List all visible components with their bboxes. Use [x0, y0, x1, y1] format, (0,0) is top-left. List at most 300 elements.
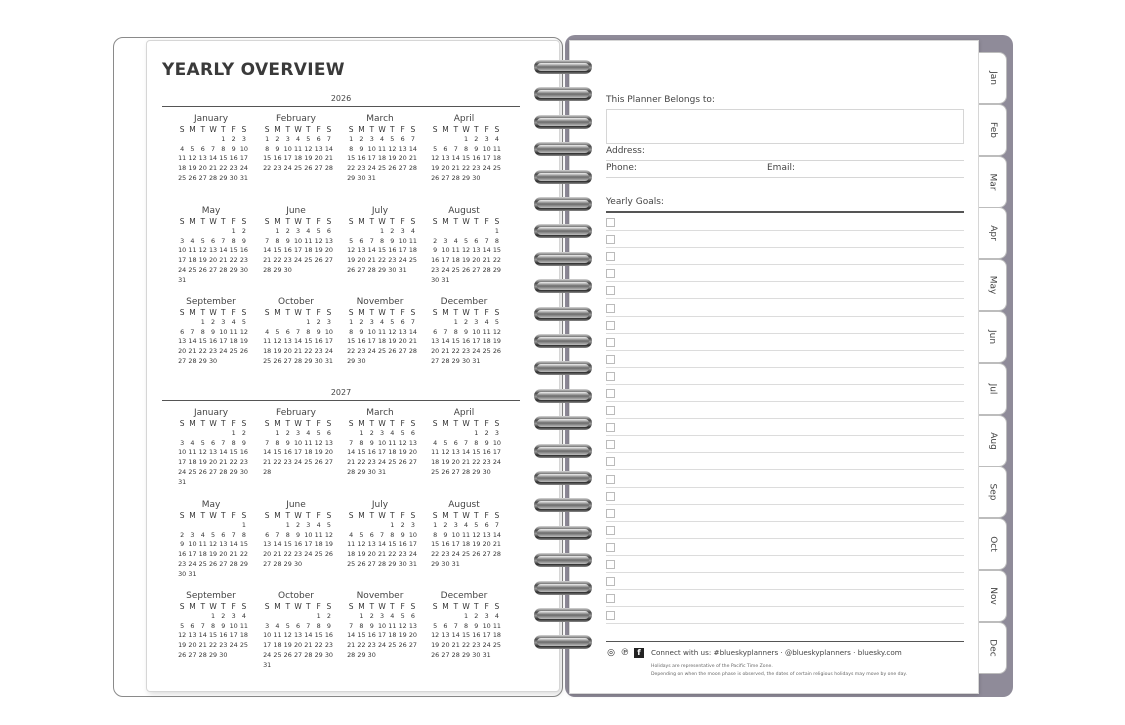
pinterest-icon[interactable]: ℗ [620, 648, 630, 658]
goal-row[interactable] [606, 607, 964, 624]
spiral-coil [534, 142, 592, 156]
month-grid [430, 308, 502, 367]
weekday-header: F [484, 217, 489, 226]
day-cell: 15 [461, 631, 471, 640]
empty-cell [177, 227, 187, 237]
weekday-header: S [179, 511, 185, 520]
weekday-header: M [189, 602, 196, 611]
empty-cell [346, 612, 356, 622]
weekday-header: T [369, 511, 375, 520]
day-cell: 25 [178, 173, 187, 182]
day-cell: 2 [316, 317, 321, 326]
goal-row[interactable] [606, 471, 964, 488]
day-cell: 11 [482, 327, 491, 336]
goal-row[interactable] [606, 573, 964, 590]
spiral-coil [534, 635, 592, 649]
day-cell: 6 [211, 438, 216, 447]
day-cell: 16 [273, 154, 282, 163]
day-cell: 4 [484, 317, 489, 326]
weekday-header: T [306, 511, 311, 520]
day-cell: 23 [293, 550, 303, 559]
day-cell: 19 [198, 458, 207, 467]
day-cell: 24 [472, 347, 481, 356]
day-cell: 20 [451, 458, 460, 467]
weekday-header: F [400, 511, 405, 520]
weekday-header: S [432, 125, 438, 134]
weekday-header: T [453, 217, 459, 226]
day-cell: 6 [296, 621, 301, 630]
day-cell: 27 [188, 650, 197, 659]
goal-checkbox[interactable] [606, 509, 615, 518]
day-cell: 16 [482, 448, 491, 457]
day-cell: 9 [464, 327, 469, 336]
day-cell: 30 [472, 650, 481, 659]
day-cell: 29 [347, 173, 356, 182]
goal-row[interactable] [606, 522, 964, 539]
day-cell: 7 [275, 530, 280, 539]
day-cell: 14 [347, 448, 356, 457]
tab-feb[interactable] [979, 104, 1007, 156]
day-cell: 5 [190, 144, 195, 153]
day-cell: 15 [451, 337, 460, 346]
day-cell: 17 [229, 631, 238, 640]
goal-row[interactable] [606, 231, 964, 248]
goal-row[interactable] [606, 317, 964, 334]
day-cell: 16 [472, 154, 481, 163]
weekday-header: S [264, 511, 270, 520]
day-cell: 28 [219, 265, 228, 274]
tab-sep[interactable] [979, 466, 1007, 518]
tab-label: Jun [987, 329, 998, 345]
day-cell: 19 [441, 458, 450, 467]
day-cell: 12 [283, 631, 292, 640]
goal-row[interactable] [606, 368, 964, 385]
day-cell: 7 [380, 530, 385, 539]
day-cell: 7 [349, 438, 354, 447]
month-name: November [356, 591, 404, 601]
weekday-header: T [306, 217, 311, 226]
day-cell: 8 [453, 327, 458, 336]
tab-jul[interactable] [979, 363, 1007, 415]
empty-cell [177, 318, 187, 328]
day-cell: 7 [211, 144, 216, 153]
weekday-header: M [442, 602, 449, 611]
weekday-header: W [294, 602, 302, 611]
goal-row[interactable] [606, 539, 964, 556]
day-cell: 19 [398, 448, 407, 457]
day-cell: 25 [304, 458, 313, 467]
day-cell: 21 [219, 458, 228, 467]
day-cell: 14 [208, 154, 218, 163]
month-grid [262, 511, 334, 570]
day-cell: 6 [443, 621, 448, 630]
day-cell: 18 [388, 448, 397, 457]
day-cell: 27 [451, 467, 460, 476]
day-cell: 31 [451, 559, 460, 568]
day-cell: 29 [283, 559, 292, 568]
goal-row[interactable] [606, 214, 964, 231]
weekday-header: S [326, 125, 332, 134]
day-cell: 2 [359, 134, 364, 143]
goal-checkbox[interactable] [606, 543, 615, 552]
day-cell: 16 [357, 154, 366, 163]
day-cell: 22 [388, 550, 397, 559]
day-cell: 1 [433, 520, 438, 529]
day-cell: 18 [408, 246, 417, 255]
goal-checkbox[interactable] [606, 457, 615, 466]
day-cell: 5 [464, 236, 469, 245]
day-cell: 20 [314, 154, 323, 163]
day-cell: 18 [304, 246, 313, 255]
weekday-header: W [294, 511, 302, 520]
goal-row[interactable] [606, 282, 964, 299]
day-cell: 10 [293, 236, 303, 245]
month-name: March [366, 114, 394, 124]
tab-apr[interactable] [979, 207, 1007, 259]
day-cell: 13 [314, 144, 323, 153]
empty-cell [272, 612, 282, 622]
goal-checkbox[interactable] [606, 269, 615, 278]
goal-checkbox[interactable] [606, 475, 615, 484]
day-cell: 27 [263, 559, 272, 568]
goal-checkbox[interactable] [606, 526, 615, 535]
day-cell: 22 [198, 347, 207, 356]
weekday-header: S [494, 217, 500, 226]
goal-row[interactable] [606, 351, 964, 368]
day-cell: 21 [492, 540, 501, 549]
owner-name-field[interactable] [606, 109, 964, 144]
weekday-header: S [264, 308, 270, 317]
weekday-header: T [200, 511, 206, 520]
day-cell: 15 [347, 154, 356, 163]
tab-label: Jan [987, 71, 998, 85]
weekday-header: T [306, 308, 311, 317]
month-name: May [201, 500, 221, 510]
goal-checkbox[interactable] [606, 355, 615, 364]
goal-checkbox[interactable] [606, 304, 615, 313]
weekday-header: M [189, 125, 196, 134]
goal-row[interactable] [606, 436, 964, 453]
tab-label: Mar [987, 173, 998, 191]
day-cell: 14 [408, 144, 417, 153]
goal-checkbox[interactable] [606, 321, 615, 330]
day-cell: 17 [398, 246, 407, 255]
tab-jan[interactable] [979, 52, 1007, 104]
empty-cell [440, 135, 450, 145]
day-cell: 20 [263, 550, 272, 559]
weekday-header: W [294, 125, 302, 134]
day-cell: 13 [441, 631, 450, 640]
goal-checkbox[interactable] [606, 577, 615, 586]
spiral-coil [534, 361, 592, 375]
day-cell: 12 [178, 631, 187, 640]
day-cell: 1 [306, 317, 311, 326]
tab-label: Jul [987, 383, 998, 395]
goal-checkbox[interactable] [606, 286, 615, 295]
day-cell: 20 [398, 154, 407, 163]
empty-cell [208, 521, 218, 531]
day-cell: 20 [198, 164, 207, 173]
day-cell: 22 [357, 641, 366, 650]
weekday-header: T [306, 602, 311, 611]
day-cell: 2 [443, 520, 448, 529]
empty-cell [346, 521, 356, 531]
month-grid [177, 419, 249, 488]
day-cell: 29 [273, 265, 282, 274]
day-cell: 22 [229, 256, 238, 265]
day-cell: 13 [324, 438, 333, 447]
day-cell: 23 [367, 641, 376, 650]
day-cell: 9 [400, 530, 405, 539]
day-cell: 3 [296, 428, 301, 437]
goal-checkbox[interactable] [606, 389, 615, 398]
empty-cell [451, 135, 461, 145]
goal-checkbox[interactable] [606, 252, 615, 261]
day-cell: 16 [367, 448, 376, 457]
goal-checkbox[interactable] [606, 440, 615, 449]
weekday-header: W [378, 511, 386, 520]
day-cell: 24 [441, 265, 450, 274]
day-cell: 10 [482, 621, 491, 630]
weekday-header: M [274, 602, 281, 611]
day-cell: 4 [380, 134, 385, 143]
empty-cell [293, 612, 303, 622]
tab-dec[interactable] [979, 622, 1007, 674]
goal-checkbox[interactable] [606, 235, 615, 244]
day-cell: 3 [221, 317, 226, 326]
month-grid [262, 217, 334, 276]
day-cell: 5 [241, 317, 246, 326]
month-name: May [201, 206, 221, 216]
goal-checkbox[interactable] [606, 372, 615, 381]
day-cell: 9 [484, 438, 489, 447]
day-cell: 15 [239, 540, 248, 549]
day-cell: 22 [347, 347, 356, 356]
day-cell: 4 [494, 611, 499, 620]
day-cell: 31 [441, 275, 450, 284]
day-cell: 17 [219, 337, 228, 346]
goal-checkbox[interactable] [606, 218, 615, 227]
tab-aug[interactable] [979, 415, 1007, 467]
goal-row[interactable] [606, 590, 964, 607]
goal-row[interactable] [606, 453, 964, 470]
weekday-header: M [274, 511, 281, 520]
day-cell: 26 [314, 256, 323, 265]
goal-checkbox[interactable] [606, 338, 615, 347]
day-cell: 10 [377, 621, 387, 630]
goal-row[interactable] [606, 248, 964, 265]
weekday-header: T [285, 511, 291, 520]
day-cell: 24 [451, 550, 460, 559]
day-cell: 22 [357, 458, 366, 467]
goal-row[interactable] [606, 488, 964, 505]
day-cell: 16 [283, 448, 292, 457]
day-cell: 31 [178, 275, 187, 284]
goal-checkbox[interactable] [606, 492, 615, 501]
day-cell: 24 [367, 164, 376, 173]
day-cell: 28 [441, 356, 450, 365]
day-cell: 11 [492, 621, 501, 630]
day-cell: 1 [359, 611, 364, 620]
goal-row[interactable] [606, 402, 964, 419]
month-calendar [424, 113, 504, 184]
day-cell: 12 [431, 631, 440, 640]
tab-label: Sep [987, 483, 998, 501]
page-title: YEARLY OVERVIEW [162, 60, 345, 80]
day-cell: 9 [326, 621, 331, 630]
spiral-coil [534, 389, 592, 403]
day-cell: 5 [433, 621, 438, 630]
goal-checkbox[interactable] [606, 423, 615, 432]
goal-checkbox[interactable] [606, 406, 615, 415]
day-cell: 18 [492, 631, 501, 640]
tab-jun[interactable] [979, 311, 1007, 363]
phone-email-line[interactable] [606, 177, 964, 178]
goal-checkbox[interactable] [606, 611, 615, 620]
day-cell: 23 [314, 347, 323, 356]
day-cell: 2 [296, 520, 301, 529]
spiral-coil [534, 553, 592, 567]
empty-cell [440, 612, 450, 622]
day-cell: 20 [398, 337, 407, 346]
weekday-header: W [378, 602, 386, 611]
facebook-icon[interactable]: f [634, 648, 644, 658]
empty-cell [346, 227, 356, 237]
weekday-header: S [326, 511, 332, 520]
weekday-header: S [179, 419, 185, 428]
day-cell: 4 [464, 520, 469, 529]
day-cell: 21 [324, 154, 333, 163]
day-cell: 12 [188, 154, 197, 163]
day-cell: 21 [377, 550, 387, 559]
day-cell: 31 [398, 265, 407, 274]
day-cell: 22 [314, 641, 323, 650]
day-cell: 12 [357, 540, 366, 549]
day-cell: 3 [380, 611, 385, 620]
day-cell: 15 [229, 448, 238, 457]
goal-checkbox[interactable] [606, 560, 615, 569]
tab-oct[interactable] [979, 518, 1007, 570]
day-cell: 22 [431, 550, 440, 559]
instagram-icon[interactable]: ◎ [607, 648, 615, 658]
goal-row[interactable] [606, 419, 964, 436]
address-line[interactable] [606, 160, 964, 161]
day-cell: 20 [472, 256, 481, 265]
tab-nov[interactable] [979, 570, 1007, 622]
day-cell: 11 [273, 631, 282, 640]
weekday-header: T [200, 125, 206, 134]
weekday-header: F [316, 308, 321, 317]
day-cell: 29 [472, 467, 481, 476]
month-grid [346, 125, 418, 184]
empty-cell [262, 521, 272, 531]
day-cell: 29 [208, 650, 218, 659]
day-cell: 27 [198, 173, 207, 182]
day-cell: 28 [198, 650, 207, 659]
day-cell: 10 [441, 246, 450, 255]
day-cell: 8 [464, 621, 469, 630]
goal-row[interactable] [606, 300, 964, 317]
day-cell: 23 [208, 347, 218, 356]
day-cell: 5 [400, 428, 405, 437]
day-cell: 1 [464, 611, 469, 620]
day-cell: 28 [377, 559, 387, 568]
day-cell: 27 [178, 356, 187, 365]
day-cell: 28 [263, 467, 272, 476]
goal-row[interactable] [606, 334, 964, 351]
day-cell: 26 [431, 650, 440, 659]
day-cell: 26 [283, 650, 292, 659]
day-cell: 31 [377, 467, 387, 476]
day-cell: 3 [285, 134, 290, 143]
day-cell: 20 [188, 641, 197, 650]
empty-cell [187, 429, 197, 439]
day-cell: 9 [443, 530, 448, 539]
day-cell: 29 [431, 559, 440, 568]
tab-may[interactable] [979, 259, 1007, 311]
day-cell: 18 [431, 458, 440, 467]
day-cell: 8 [433, 530, 438, 539]
day-cell: 25 [304, 256, 313, 265]
day-cell: 5 [474, 520, 479, 529]
day-cell: 27 [219, 559, 228, 568]
day-cell: 25 [188, 265, 197, 274]
day-cell: 26 [208, 559, 218, 568]
day-cell: 12 [431, 154, 440, 163]
day-cell: 17 [408, 540, 417, 549]
day-cell: 2 [285, 428, 290, 437]
day-cell: 23 [472, 641, 481, 650]
weekday-header: W [294, 308, 302, 317]
day-cell: 16 [219, 631, 228, 640]
goal-row[interactable] [606, 556, 964, 573]
day-cell: 10 [263, 631, 272, 640]
day-cell: 16 [178, 550, 187, 559]
month-grid [262, 125, 334, 174]
goal-row[interactable] [606, 505, 964, 522]
goal-row[interactable] [606, 265, 964, 282]
day-cell: 11 [178, 154, 187, 163]
goal-row[interactable] [606, 385, 964, 402]
day-cell: 2 [180, 530, 185, 539]
day-cell: 1 [464, 134, 469, 143]
day-cell: 22 [283, 550, 292, 559]
day-cell: 5 [200, 236, 205, 245]
spiral-coil [534, 471, 592, 485]
goal-checkbox[interactable] [606, 594, 615, 603]
month-calendar [340, 205, 420, 276]
day-cell: 14 [263, 448, 272, 457]
weekday-header: S [241, 217, 247, 226]
tab-mar[interactable] [979, 156, 1007, 208]
day-cell: 9 [241, 438, 246, 447]
day-cell: 5 [316, 226, 321, 235]
empty-cell [262, 318, 272, 328]
day-cell: 27 [482, 550, 491, 559]
weekday-header: T [369, 308, 375, 317]
day-cell: 25 [347, 559, 356, 568]
day-cell: 5 [494, 317, 499, 326]
day-cell: 2 [474, 134, 479, 143]
day-cell: 9 [285, 236, 290, 245]
day-cell: 7 [221, 236, 226, 245]
day-cell: 1 [453, 317, 458, 326]
day-cell: 5 [390, 317, 395, 326]
weekday-header: W [378, 419, 386, 428]
weekday-header: W [209, 419, 217, 428]
day-cell: 10 [408, 530, 417, 539]
day-cell: 11 [229, 327, 238, 336]
